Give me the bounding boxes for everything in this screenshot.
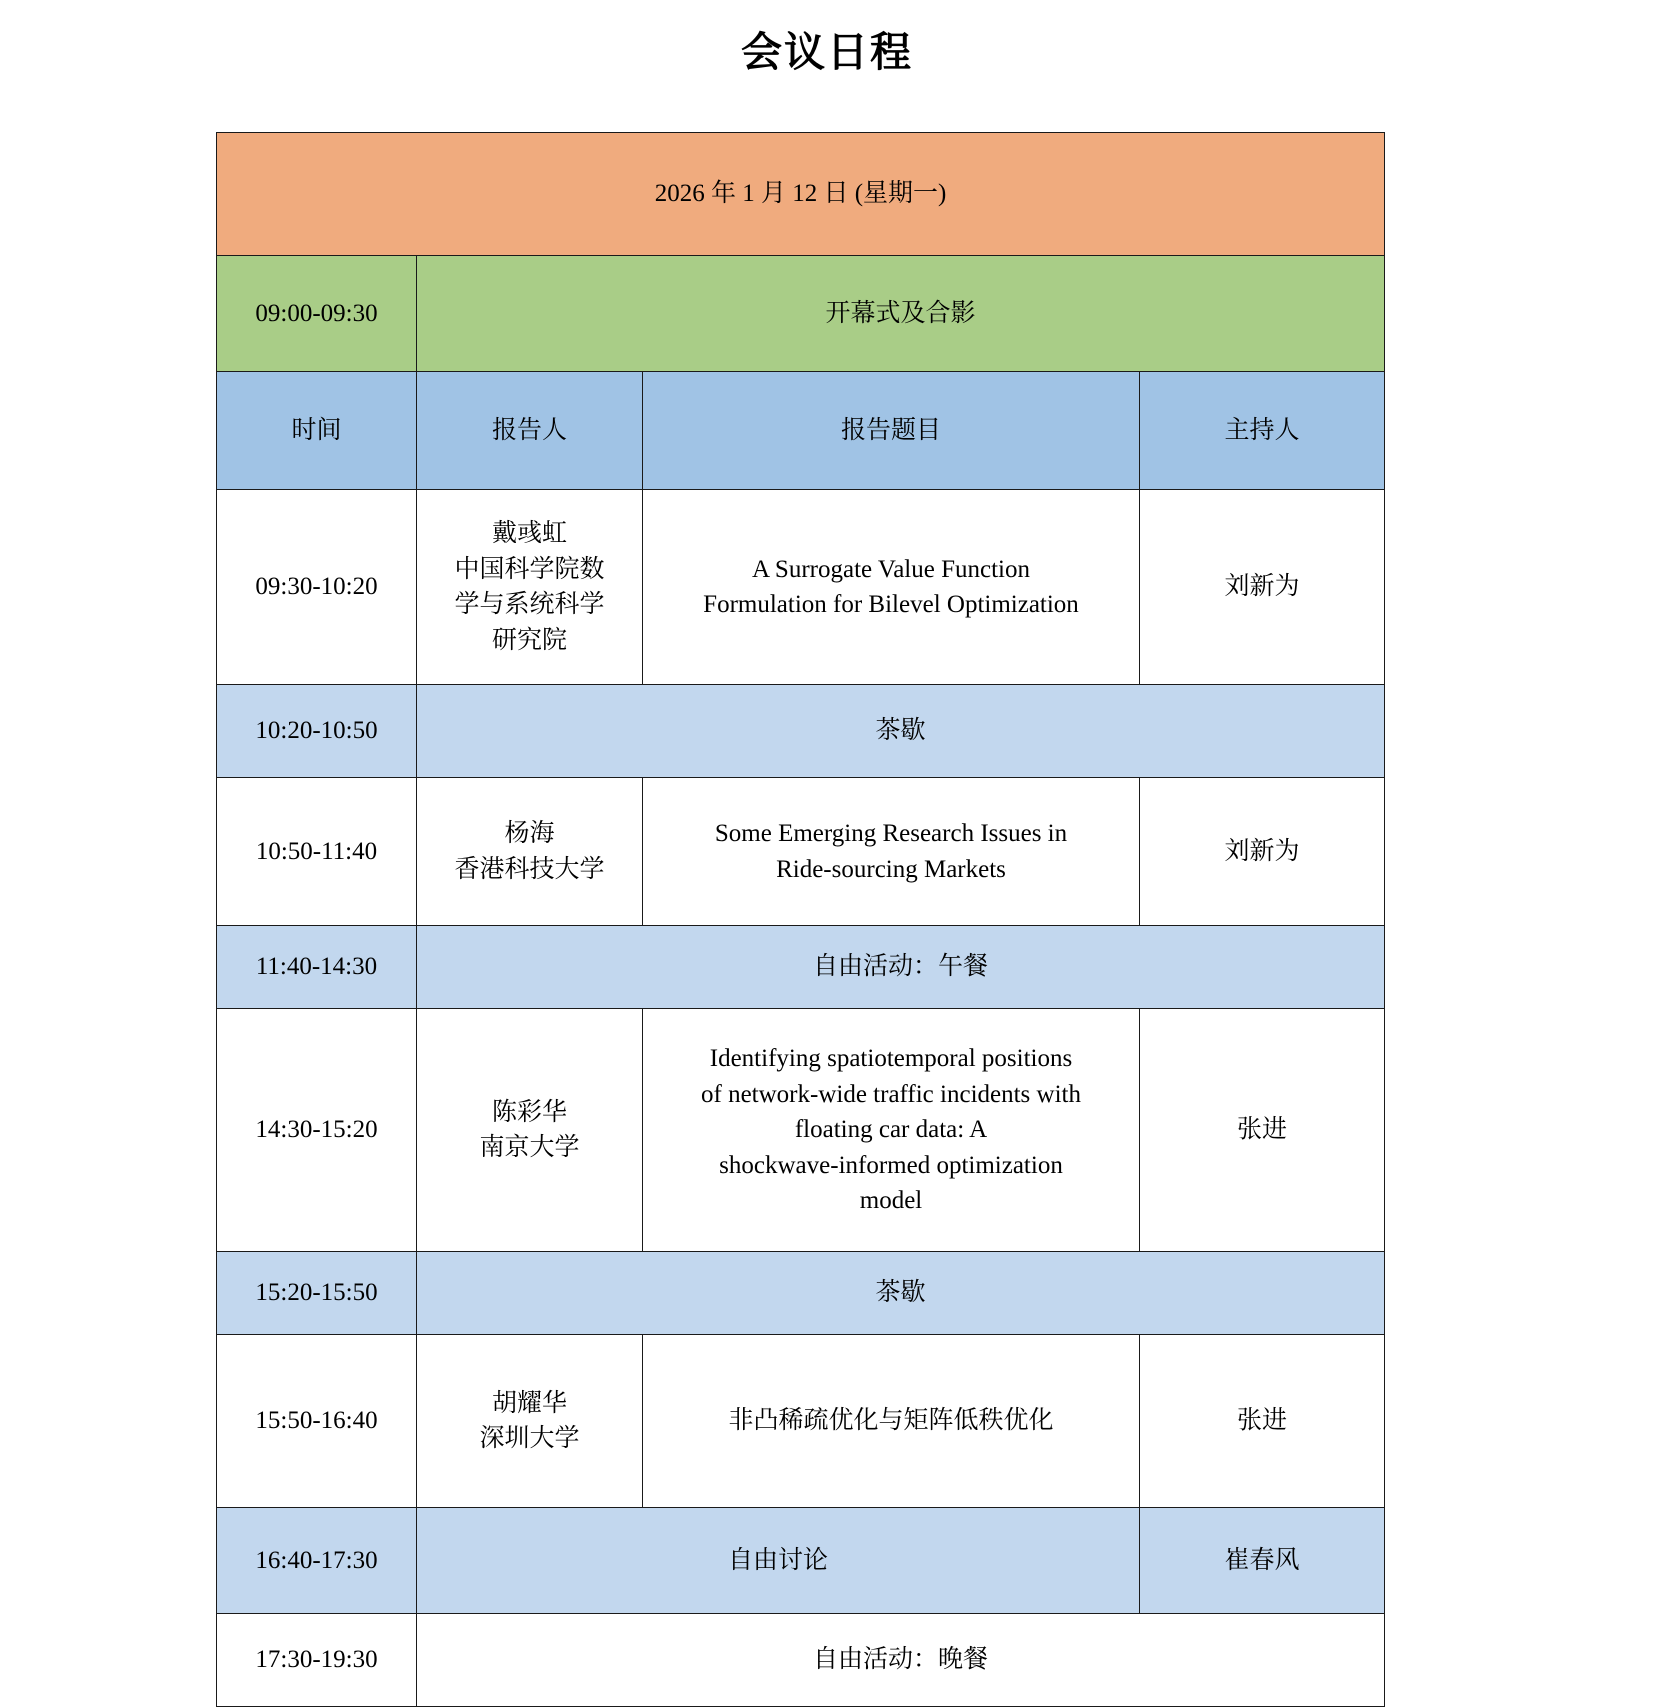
talk-title-line: model (859, 1187, 923, 1215)
row-time: 14:30-15:20 (217, 1009, 417, 1252)
speaker-name: 戴彧虹 (491, 520, 567, 547)
page-title: 会议日程 (741, 29, 913, 75)
table-row (217, 778, 1385, 926)
speaker-affiliation-line: 中国科学院数 (454, 555, 605, 583)
row-chair: 张进 (1140, 1009, 1385, 1252)
talk-title-line: Some Emerging Research Issues in (714, 820, 1068, 847)
column-header-time: 时间 (217, 372, 417, 490)
row-speaker (417, 1335, 643, 1508)
talk-title-line: Ride-sourcing Markets (776, 855, 1006, 883)
table-row-discussion (217, 1508, 1385, 1614)
opening-time: 09:00-09:30 (217, 256, 417, 372)
row-speaker (417, 490, 643, 685)
speaker-affiliation-line: 香港科技大学 (454, 855, 605, 883)
speaker-affiliation-line: 深圳大学 (479, 1425, 580, 1452)
table-row-date-header (217, 133, 1385, 256)
table-row-break (217, 685, 1385, 778)
talk-title-line: Identifying spatiotemporal positions (709, 1045, 1073, 1073)
date-header-cell: 2026 年 1 月 12 日 (星期一) (217, 133, 1385, 256)
schedule-table-wrapper (216, 132, 1384, 1707)
row-talk-title: 非凸稀疏优化与矩阵低秩优化 (643, 1335, 1140, 1508)
speaker-affiliation-line: 南京大学 (479, 1134, 580, 1161)
row-talk-title (643, 490, 1140, 685)
row-talk-title (643, 778, 1140, 926)
row-time: 16:40-17:30 (217, 1508, 417, 1614)
row-chair: 崔春风 (1140, 1508, 1385, 1614)
schedule-table (216, 132, 1385, 1707)
row-chair: 刘新为 (1140, 778, 1385, 926)
speaker-name: 胡耀华 (491, 1389, 567, 1417)
talk-title-line: of network-wide traffic incidents with (701, 1080, 1081, 1108)
row-time: 10:20-10:50 (217, 685, 417, 778)
row-speaker (417, 1009, 643, 1252)
column-header-talk-title: 报告题目 (643, 372, 1140, 490)
speaker-name: 陈彩华 (491, 1098, 567, 1126)
table-row-opening (217, 256, 1385, 372)
table-row-break (217, 1252, 1385, 1335)
table-row-column-headers (217, 372, 1385, 490)
discussion-label: 自由讨论 (417, 1508, 1140, 1614)
row-time: 17:30-19:30 (217, 1614, 417, 1707)
break-label: 茶歇 (417, 685, 1385, 778)
break-label: 茶歇 (417, 1252, 1385, 1335)
speaker-affiliation-line: 学与系统科学 (454, 591, 605, 618)
row-time: 09:30-10:20 (217, 490, 417, 685)
speaker-affiliation-line: 研究院 (491, 626, 567, 654)
table-row (217, 1009, 1385, 1252)
talk-title-line: A Surrogate Value Function (752, 555, 1030, 583)
table-row-break (217, 926, 1385, 1009)
row-speaker (417, 778, 643, 926)
talk-title-line: Formulation for Bilevel Optimization (703, 591, 1079, 618)
row-time: 11:40-14:30 (217, 926, 417, 1009)
opening-label: 开幕式及合影 (417, 256, 1385, 372)
dinner-label: 自由活动：晚餐 (417, 1614, 1385, 1707)
column-header-chair: 主持人 (1140, 372, 1385, 490)
row-time: 15:50-16:40 (217, 1335, 417, 1508)
table-row (217, 490, 1385, 685)
row-chair: 刘新为 (1140, 490, 1385, 685)
talk-title-line: shockwave-informed optimization (719, 1151, 1063, 1179)
row-time: 10:50-11:40 (217, 778, 417, 926)
talk-title-line: floating car data: A (794, 1116, 988, 1144)
column-header-speaker: 报告人 (417, 372, 643, 490)
table-row (217, 1335, 1385, 1508)
row-chair: 张进 (1140, 1335, 1385, 1508)
row-time: 15:20-15:50 (217, 1252, 417, 1335)
break-label: 自由活动：午餐 (417, 926, 1385, 1009)
table-row-dinner (217, 1614, 1385, 1707)
speaker-name: 杨海 (504, 820, 555, 847)
row-talk-title (643, 1009, 1140, 1252)
